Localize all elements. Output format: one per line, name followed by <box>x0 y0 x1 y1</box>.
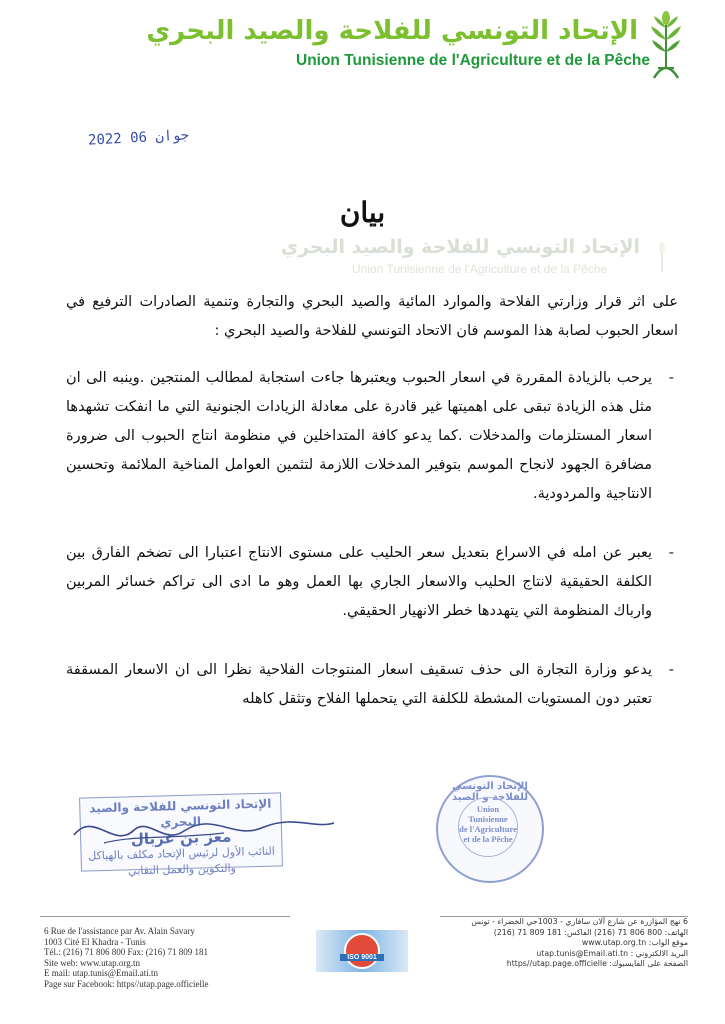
round-stamp-line: et de la Pêche <box>463 834 513 844</box>
footer-line: Page sur Facebook: https//utap.page.officielle <box>44 978 209 989</box>
statement-item-text: يعبر عن امله في الاسراع بتعديل سعر الحليب على مستوى الانتاج اعتبارا الى تضخم الفارق بين الكلفة الحقيقية لانتاج الحليب والاسعار الجاري بها العمل وهو ما ادى الى تراكم خسائر المربين وارباك المنظومة التي يتهددها خطر الانهيار الحقيقي. <box>66 545 652 619</box>
watermark-arabic: الإتحاد التونسي للفلاحة والصيد البحري <box>280 236 640 258</box>
footer-line: البريد الالكتروني : utap.tunis@Email.ati.tn <box>536 948 688 958</box>
statement-item <box>66 539 678 626</box>
iso-badge-seal-icon <box>344 933 380 969</box>
statement-item <box>66 656 678 714</box>
footer-line: 6 نهج المؤازرة عن شارع آلان سافاري - 1003حي الخضراء - تونس <box>471 917 688 926</box>
handwritten-signature <box>64 805 344 855</box>
statement-item-text: يدعو وزارة التجارة الى حذف تسقيف اسعار المنتوجات الفلاحية نظرا الى ان الاسعار المسقفة تعتبر دون المستويات المشطة للكلفة التي يتحملها الفلاح وتثقل كاهله <box>66 662 652 707</box>
footer-line: الهاتف: 800 806 71 (216) الفاكس: 181 809 71 (216) <box>493 927 688 937</box>
bullet-dash: - <box>668 370 674 386</box>
statement-item <box>66 364 678 509</box>
footer-contact-french <box>44 926 294 990</box>
round-stamp-ring-text: الإتحاد التونسي للفلاحة و الصيد <box>452 781 528 803</box>
statement-items <box>66 364 678 714</box>
round-stamp-line: Tunisienne <box>468 814 508 824</box>
statement-body <box>66 288 678 744</box>
watermark-logo-icon <box>652 240 672 276</box>
intro-paragraph: على اثر قرار وزارتي الفلاحة والموارد المائية والصيد البحري والتجارة وتنمية الصادرات الترفيع في اسعار الحبوب لصابة هذا الموسم فان الاتحاد التونسي للفلاحة والصيد البحري : <box>66 294 678 339</box>
footer-line: Tél.: (216) 71 806 800 Fax: (216) 71 809 181 <box>44 947 208 958</box>
org-name-french: Union Tunisienne de l'Agriculture et de la Pêche <box>296 52 650 69</box>
iso-badge-label: ISO 9001 <box>340 954 384 961</box>
document-title: بيان <box>339 196 386 229</box>
signatory-role-line-1: النائب الأول لرئيس الإتحاد مكلف بالهياكل <box>88 844 276 863</box>
wheat-logo-icon <box>648 8 684 80</box>
footer-line: 6 Rue de l'assistance par Av. Alain Savary <box>44 926 195 936</box>
watermark-french: Union Tunisienne de l'Agriculture et de la Pêche <box>352 262 608 276</box>
iso-certification-badge <box>316 930 408 972</box>
bullet-dash: - <box>668 545 674 561</box>
footer-line: 1003 Cité El Khadra - Tunis <box>44 936 146 947</box>
round-stamp-line: Union <box>476 804 500 814</box>
signatory-role-line-2: والتكوين والعمل النقابي <box>127 861 237 878</box>
signatory-name: معز بن غربال <box>130 827 232 849</box>
footer-contact-arabic <box>440 917 688 970</box>
footer-line: الصفحة على الفايسبوك: https//utap.page.officielle <box>506 959 688 969</box>
official-round-stamp <box>436 775 544 883</box>
footer-line: E mail: utap.tunis@Email.ati.tn <box>44 968 159 979</box>
signature-org: الإتحاد التونسي للفلاحة والصيد البحري <box>89 796 272 830</box>
date-stamp: 2022 جوان 06 <box>87 127 190 149</box>
bullet-dash: - <box>668 662 674 678</box>
footer-line: موقع الواب: www.utap.org.tn <box>581 938 688 948</box>
round-stamp-line: de l'Agriculture <box>459 824 517 834</box>
org-name-arabic: الإتحاد التونسي للفلاحة والصيد البحري <box>146 16 638 46</box>
footer-divider-left <box>40 916 290 917</box>
round-stamp-center <box>458 797 518 857</box>
statement-item-text: يرحب بالزيادة المقررة في اسعار الحبوب ويعتبرها جاءت استجابة لمطالب المنتجين .وينبه الى ان مثل هذه الزيادة تبقى على اهميتها غير قادرة على معادلة الزيادات الجنونية التي ما انفكت تشهدها اسعار المستلزمات والمدخلات .كما يدعو كافة المتداخلين في منظومة انتاج الحبوب الى ضرورة مضافرة الجهود لانجاح الموسم بتوفير المدخلات اللازمة لتثمين العوامل المناخية الملائمة وتحسين الانتاجية والمردودية. <box>66 370 652 502</box>
footer-line: Site web: www.utap.org.tn <box>44 957 140 968</box>
